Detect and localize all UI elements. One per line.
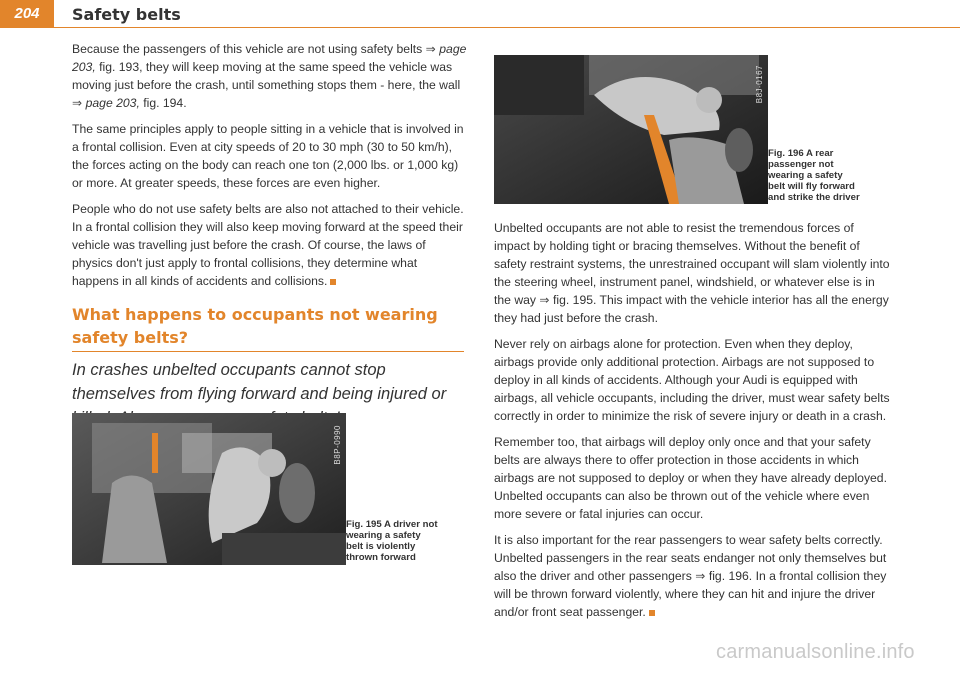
arrow-icon: ⇒ [72,96,83,110]
paragraph: It is also important for the rear passengers to wear safety belts correctly. Unbelted passengers in the rear seats endanger not only themselves but also the driver and other passengers ⇒ fig. 196. In a frontal collision they will be thrown forward violently, where they can hit and injure the driver and/or front seat passenger. [494,533,887,619]
rear-passenger-crash-illustration [494,55,768,204]
paragraph: Unbelted occupants are not able to resist the tremendous forces of impact by holding tight or bracing themselves. Without the benefit of safety restraint systems, the unrestrained occupant will slam violently into the steering wheel, instrument panel, windshield, or whatever else is in the way ⇒ fig. 195. This impact with the vehicle interior has all the energy they had just before the crash. [494,221,890,325]
paragraph: Never rely on airbags alone for protection. Even when they deploy, airbags provide only additional protection. Airbags are not supposed to deploy in all kinds of accidents. Although your Audi is equipped with airbags, all vehicle occupants, including the driver, must wear safety belts correctly in order to minimize the risk of severe injury or death in a crash. [494,337,890,423]
arrow-icon: ⇒ [425,42,436,56]
section-intro: In crashes unbelted occupants cannot stop themselves from flying forward and being injured or [72,361,447,403]
end-mark-icon [330,279,336,285]
figure-195-caption: Fig. 195 A driver not wearing a safety belt is violently thrown forward [346,519,438,563]
arrow-icon: ⇒ [539,293,550,307]
page-reference[interactable]: page 203, [72,42,467,74]
section-heading: What happens to occupants not wearing safety belts? [72,305,438,347]
end-mark-icon [649,610,655,616]
page-number: 204 [0,0,54,27]
page-reference[interactable]: page 203, [85,96,140,110]
left-column [72,40,467,298]
paragraph: Remember too, that airbags will deploy only once and that your safety belts are always there to offer protection in those accidents in which airbags are not supposed to deploy or when they have already deployed. Unbelted occupants can also be thrown out of the vehicle where even more severe or fatal injuries can occur. [494,435,887,521]
driver-crash-illustration [72,413,346,565]
header-rule [0,27,960,28]
paragraph: People who do not use safety belts are also not attached to their vehicle. In a frontal collision they will also keep moving forward at the speed their vehicle was travelling just before the crash. Of course, the laws of physics don't just apply to frontal collisions, they determine what happens in all kinds of accidents and collisions. [72,202,464,288]
section-title: Safety belts [72,5,181,24]
arrow-icon: ⇒ [695,569,706,583]
figure-196-caption: Fig. 196 A rear passenger not wearing a safety belt will fly forward and strike the driver [768,148,860,203]
watermark: carmanualsonline.info [716,641,915,663]
heading-rule [72,351,464,352]
paragraph: Because the passengers of this vehicle are not using safety belts ⇒ page 203, fig. 193, they will keep moving at the same speed the vehicle was moving just before the crash, until something stops them - here, the wall ⇒ page 203, fig. 194. [72,42,467,110]
figure-code: B8J-0167 [755,65,764,104]
figure-195-image [72,413,346,565]
figure-code: B8P-0990 [333,425,342,465]
right-column [494,219,890,629]
figure-196-image [494,55,768,204]
paragraph: The same principles apply to people sitting in a vehicle that is involved in a frontal collision. Even at city speeds of 20 to 30 mph (30 to 50 km/h), the forces acting on the body can reach one ton (2,000 lbs. or 1,000 kg) or more. At greater speeds, these forces are even higher. [72,122,464,190]
